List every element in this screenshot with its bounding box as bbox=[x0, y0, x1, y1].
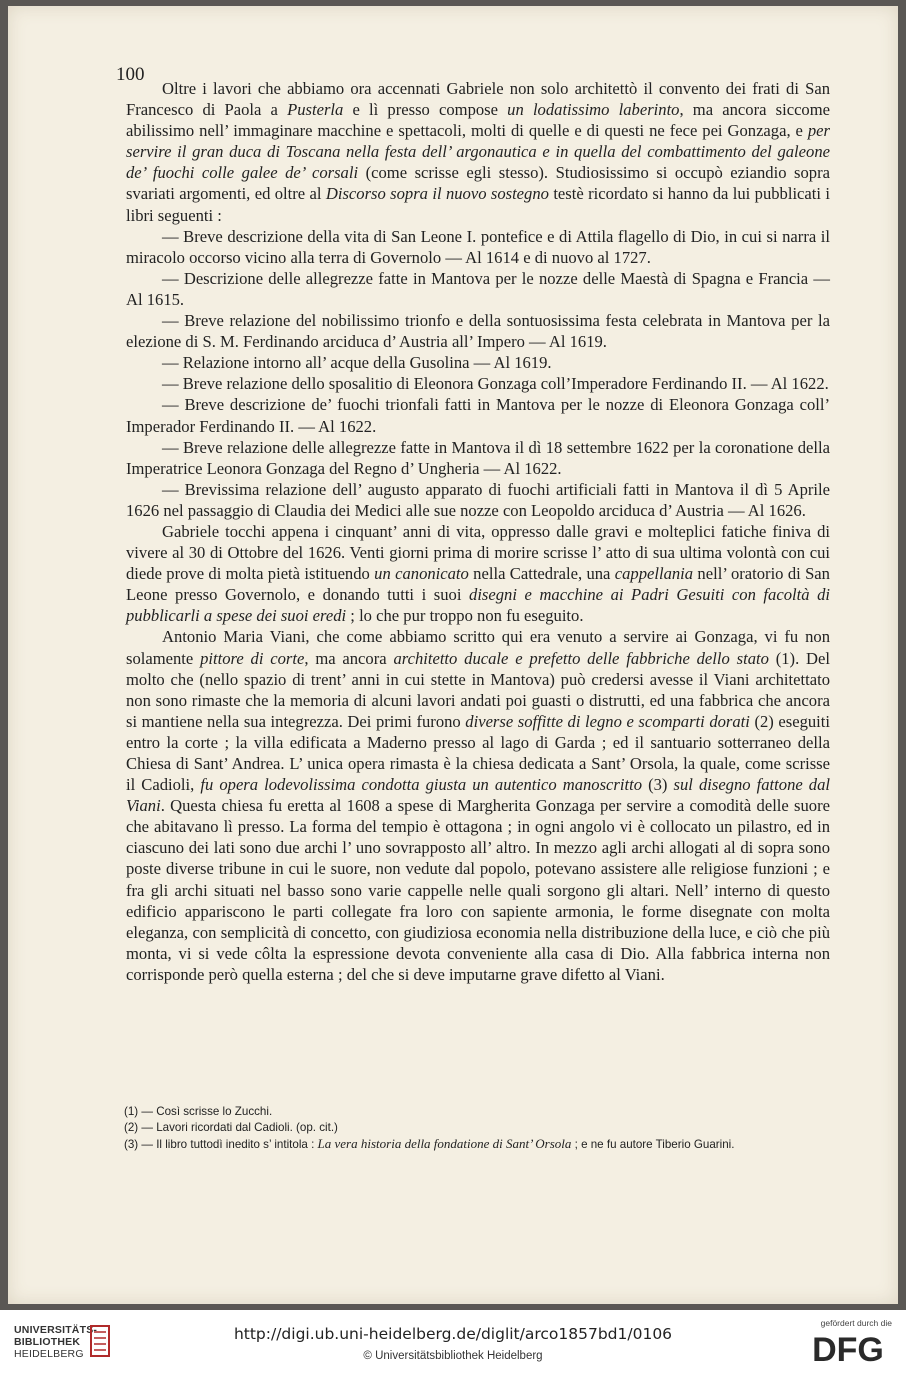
library-name-line2: BIBLIOTHEK bbox=[14, 1336, 81, 1348]
text-run: — Breve relazione del nobilissimo trionfo e della sontuosissima festa celebrata in Mantova per la elezione di S. M. Ferdinando arciduca d’ Austria all’ Impero — Al 1619. bbox=[126, 311, 830, 352]
text-run: ; e ne fu autore Tiberio Guarini. bbox=[571, 1138, 735, 1151]
text-run: e lì presso compose bbox=[343, 100, 508, 120]
text-run: (come scrisse egli stesso). Studiosissimo si occupò eziandio sopra svariati argomenti, ed oltre al bbox=[126, 163, 830, 204]
page-number: 100 bbox=[116, 64, 145, 85]
dfg-logo-text: DFG bbox=[812, 1331, 884, 1366]
paragraph-p6 bbox=[126, 373, 830, 394]
italic-run: per servire il gran duca di Toscana nella festa dell’ argonautica e in quella del combattimento del galeone de’ fuochi colle galee de’ corsali bbox=[126, 121, 830, 183]
permalink bbox=[0, 1325, 906, 1343]
text-run: Gabriele tocchi appena i cinquant’ anni di vita, oppresso dalle gravi e molteplici fatiche finiva di vivere al 30 di Ottobre del 1626. Venti giorni prima di morire scrisse l’ atto di sua ultima volontà con cui diede prove di molta pietà istituendo bbox=[126, 521, 830, 584]
text-run: nell’ oratorio di San Leone presso Governolo, e donando tutti i suoi bbox=[126, 564, 830, 605]
text-run: , ma ancora bbox=[304, 648, 394, 668]
italic-run: un canonicato bbox=[374, 564, 469, 584]
funding-caption: gefördert durch die bbox=[820, 1318, 892, 1328]
paragraph-p5 bbox=[126, 352, 830, 373]
text-run: — Descrizione delle allegrezze fatte in Mantova per le nozze delle Maestà di Spagna e Francia — Al 1615. bbox=[126, 268, 830, 309]
text-run: . Questa chiesa fu eretta al 1608 a spese di Margherita Gonzaga per servire a comodità delle suore che abitavano lì presso. La forma del tempio è ottagona ; in ogni angolo vi è collocato un pilastro, ed in ciascuno dei lati sono due archi l’ uno sovrapposto all’ altro. In mezzo agli archi allogati al di sopra sono poste diverse tribune in cui le suore, non vedute dal popolo, potevano assistere alle religiose funzioni ; e fra gli archi situati nel basso sono varie cappelle nelle quali sorgono gli altari. Nell’ interno di questo edificio appariscono le parti collegate fra loro con sapiente armonia, le forme disegnate con molta eleganza, con semplicità di concetto, con giudiziosa economia nella distribuzione della luce, e ciò che più monta, vi si vede côlta la espressione devota conveniente alla casa di Dio. Alla fabbrica interna non corrisponde però quella esterna ; del che si deve imputarne grave difetto al Viani. bbox=[126, 796, 830, 984]
text-run: (1). Del molto che (nello spazio di trent’ anni in cui stette in Mantova) può credersi avesse il Viani architettato non sono rimaste che la memoria di alcuni lavori andati poi guasti o distrutti, ed una fabbrica che ancora si mantiene nella sua integrezza. Dei primi furono bbox=[126, 648, 830, 731]
paragraph-p2 bbox=[126, 226, 830, 268]
italic-run: Discorso sopra il nuovo sostegno bbox=[325, 184, 549, 204]
footnote bbox=[124, 1104, 844, 1120]
text-run: — Breve relazione delle allegrezze fatte in Mantova il dì 18 settembre 1622 per la coronatione della Imperatrice Leonora Gonzaga del Regno d’ Ungheria — Al 1622. bbox=[126, 437, 830, 478]
text-run: Antonio Maria Viani, che come abbiamo scritto qui era venuto a servire ai Gonzaga, vi fu non solamente bbox=[126, 627, 830, 668]
italic-run: un lodatissimo laberinto bbox=[507, 100, 680, 120]
italic-run: cappellania bbox=[614, 564, 694, 584]
paragraph-p9 bbox=[126, 479, 830, 521]
italic-run: pittore di corte bbox=[200, 648, 305, 668]
text-run: (3) — Il libro tuttodì inedito s’ intitola : bbox=[124, 1138, 318, 1151]
paragraph-p4 bbox=[126, 310, 830, 352]
paragraph-p11 bbox=[126, 626, 830, 985]
text-run: — Breve descrizione de’ fuochi trionfali fatti in Mantova per le nozze di Eleonora Gonzaga coll’ Imperador Ferdinando II. — Al 1622. bbox=[126, 395, 830, 436]
text-run: , ma ancora siccome abilissimo nell’ immaginare macchine e spettacoli, molti di quelle e di questi ne fece pei Gonzaga, e bbox=[126, 100, 831, 141]
text-run: — Breve relazione dello sposalitio di Eleonora Gonzaga coll’Imperadore Ferdinando II. — Al 1622. bbox=[162, 374, 829, 394]
text-run: (3) bbox=[642, 775, 674, 795]
library-name-line1: UNIVERSITÄTS- bbox=[14, 1324, 98, 1336]
footnote bbox=[124, 1120, 844, 1136]
text-run: — Relazione intorno all’ acque della Gusolina — Al 1619. bbox=[162, 353, 552, 373]
viewer-footer bbox=[0, 1310, 906, 1374]
italic-run: sul disegno fattone dal Viani bbox=[126, 775, 830, 816]
paragraph-p10 bbox=[126, 521, 830, 626]
text-run: — Brevissima relazione dell’ augusto apparato di fuochi artificiali fatti in Mantova il dì 5 Aprile 1626 nel passaggio di Claudia dei Medici alle sue nozze con Leopoldo arciduca d’ Austria — Al 1626. bbox=[126, 479, 830, 520]
italic-run: diverse soffitte di legno e scomparti dorati bbox=[465, 711, 750, 731]
book-page bbox=[8, 6, 898, 1304]
body-text bbox=[126, 78, 830, 985]
footnotes bbox=[124, 1104, 844, 1153]
italic-run: architetto ducale e prefetto delle fabbriche dello stato bbox=[393, 648, 769, 668]
text-run: — Breve descrizione della vita di San Leone I. pontefice e di Attila flagello di Dio, in cui si narra il miracolo occorso vicino alla terra di Governolo — Al 1614 e di nuovo al 1727. bbox=[126, 226, 830, 267]
text-run: nella Cattedrale, una bbox=[468, 564, 615, 584]
library-name-line3: HEIDELBERG bbox=[14, 1348, 84, 1360]
dfg-logo-icon[interactable] bbox=[804, 1330, 892, 1366]
footnote bbox=[124, 1136, 844, 1153]
permalink-link[interactable]: http://digi.ub.uni-heidelberg.de/diglit/arco1857bd1/0106 bbox=[233, 1325, 673, 1343]
italic-run: La vera historia della fondatione di Sant’ Orsola bbox=[317, 1136, 572, 1151]
paragraph-p8 bbox=[126, 437, 830, 479]
paragraph-p1 bbox=[126, 78, 830, 226]
paragraph-p3 bbox=[126, 268, 830, 310]
text-run: (2) — Lavori ricordati dal Cadioli. (op. cit.) bbox=[124, 1121, 338, 1134]
text-run: ; lo che pur troppo non fu eseguito. bbox=[346, 606, 584, 626]
text-run: (2) eseguiti entro la corte ; la villa edificata a Maderno presso al lago di Garda ; ed il santuario sotterraneo della Chiesa di Sant’ Andrea. L’ unica opera rimasta è la chiesa dedicata a Sant’ Orsola, la quale, come scrisse il Cadioli, bbox=[126, 711, 831, 795]
text-run: (1) — Così scrisse lo Zucchi. bbox=[124, 1105, 273, 1118]
italic-run: disegni e macchine ai Padri Gesuiti con facoltà di pubblicarli a spese dei suoi eredi bbox=[126, 585, 830, 626]
italic-run: fu opera lodevolissima condotta giusta un autentico manoscritto bbox=[200, 775, 643, 795]
text-run: testè ricordato si hanno da lui pubblicati i libri seguenti : bbox=[126, 184, 830, 225]
italic-run: Pusterla bbox=[287, 100, 344, 120]
paragraph-p7 bbox=[126, 394, 830, 436]
text-run: Oltre i lavori che abbiamo ora accennati Gabriele non solo architettò il convento dei frati di San Francesco di Paola a bbox=[126, 79, 830, 120]
copyright-notice: © Universitätsbibliothek Heidelberg bbox=[363, 1350, 543, 1362]
